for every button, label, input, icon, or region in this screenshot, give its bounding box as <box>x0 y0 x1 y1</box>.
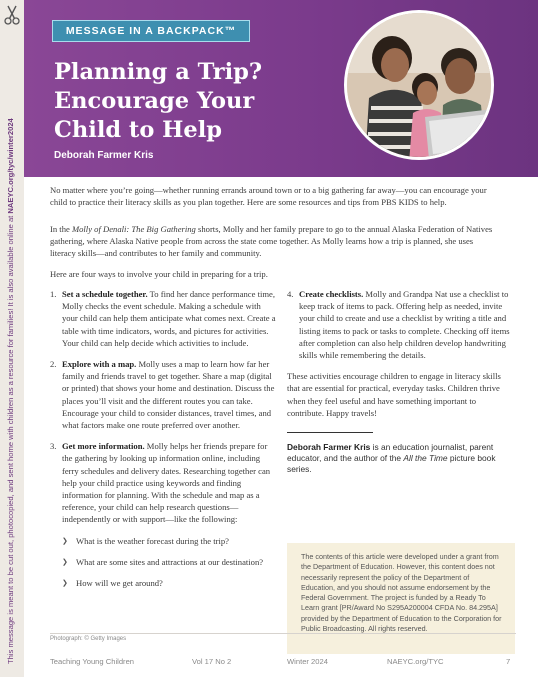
tip-heading: Get more information. <box>62 441 145 452</box>
question-item: ❯ How will we get around? <box>62 578 163 589</box>
tip-heading: Set a schedule together. <box>62 289 148 299</box>
question-item: ❯ What are some sites and attractions at our destination? <box>62 556 264 567</box>
tip-heading: Explore with a map. <box>62 359 137 370</box>
cutout-instructions: This message is meant to be cut out, photocopied, and sent home with children as a resource for families! It is also available online at NAEYC.org/tyc/winter2024 <box>6 118 15 664</box>
tip-item: 4. Create checklists. Molly and Grandpa Nat use a checklist to keep track of items to pack. Offering help as needed, invite your child to create and use a checklist by writing a title and listing items to pack or tasks to complete. Checking off items after completion can also help children develop handwriting skills while remembering the details. <box>287 289 510 361</box>
story-paragraph: In the Molly of Denali: The Big Gathering shorts, Molly and her family prepare to go to the annual Alaska Federation of Natives gathering, where Alaska Native people from across the state come together. As Molly learns how a trip is planned, she uses literacy skills—and contributes to her family and community. <box>50 224 493 259</box>
footer-publication: Teaching Young Children <box>50 657 135 666</box>
series-label: MESSAGE IN A BACKPACK™ <box>65 25 237 37</box>
tip-item: 3. Get more information. Molly helps her friends prepare for the gathering by looking up information online, including ferry schedules and delivery dates. Researching together can help your child practice using keywords and finding information for planning. With the schedule and map as a reference, your child can help research questions—independently or with support—like the following: ❯ What is the weather forecast during the trip? ❯ What are some sites and attractions at our destination? ❯ How will we get around? <box>50 440 278 589</box>
chevron-right-icon: ❯ <box>62 536 68 545</box>
chevron-right-icon: ❯ <box>62 557 68 566</box>
show-title: Molly of Denali: The Big Gathering <box>71 224 196 234</box>
tips-lead: Here are four ways to involve your child in preparing for a trip. <box>50 269 268 279</box>
intro-paragraph: No matter where you’re going—whether running errands around town or to a big gathering far away—you can encourage your child to practice their literacy skills as you plan together. Here are some resources and tips from PBS KIDS to help. <box>50 185 487 208</box>
page-title: Planning a Trip? Encourage Your Child to Help <box>54 59 263 143</box>
tips-right-column <box>287 288 513 475</box>
footer-season: Winter 2024 <box>287 657 328 666</box>
author-bio: Deborah Farmer Kris is an education journalist, parent educator, and the author of the All the Time picture book series. <box>287 442 496 475</box>
cutout-side-strip <box>0 0 24 677</box>
page-number: 7 <box>506 657 511 666</box>
footer-divider <box>50 633 516 634</box>
tip-item: 2. Explore with a map. Molly uses a map to learn how far her family and friends travel to get together. Share a map (digital or printed) that shows your home and destination. Discuss the places you’ll visit and the different routes you can take. Encourage your child to consider distances, travel times, and what factors make one route preferred over another. <box>50 359 275 431</box>
funding-disclaimer: The contents of this article were developed under a grant from the Department of Education. However, this content does not necessarily represent the policy of the Department of Education, and you should not assume endorsement by the Federal Government. The project is funded by a Ready To Learn grant [PR/Award No S295A200004 CFDA No. 84.295A] provided by the Department of Education to the Corporation for Public Broadcasting. All rights reserved. <box>287 543 515 654</box>
tip-item: 1. Set a schedule together. To find her dance performance time, Molly checks the event schedule. Making a schedule with your child can help them anticipate what comes next. Create a table with time indicators, words, and pictures for activities. Your child can help decide which activities to include. <box>50 289 276 348</box>
photo-credit: Photograph: © Getty Images <box>50 636 127 642</box>
article-header <box>24 0 538 177</box>
closing-paragraph: These activities encourage children to engage in literacy skills that are essential for practical, everyday tasks. Children thrive when they feel useful and have something important to contribute. Happy travels! <box>287 371 501 418</box>
footer-url[interactable]: NAEYC.org/TYC <box>387 657 444 666</box>
tips-left-column <box>50 288 278 598</box>
tip-heading: Create checklists. <box>299 289 364 299</box>
footer-volume: Vol 17 No 2 <box>192 657 232 666</box>
family-photo <box>344 10 494 160</box>
scissors-icon <box>3 4 21 26</box>
chevron-right-icon: ❯ <box>62 579 68 588</box>
question-item: ❯ What is the weather forecast during the trip? <box>62 535 229 546</box>
bio-divider <box>287 432 373 433</box>
author-byline: Deborah Farmer Kris <box>54 150 154 161</box>
online-url[interactable]: NAEYC.org/tyc/winter2024 <box>6 118 15 214</box>
series-badge <box>52 20 250 42</box>
